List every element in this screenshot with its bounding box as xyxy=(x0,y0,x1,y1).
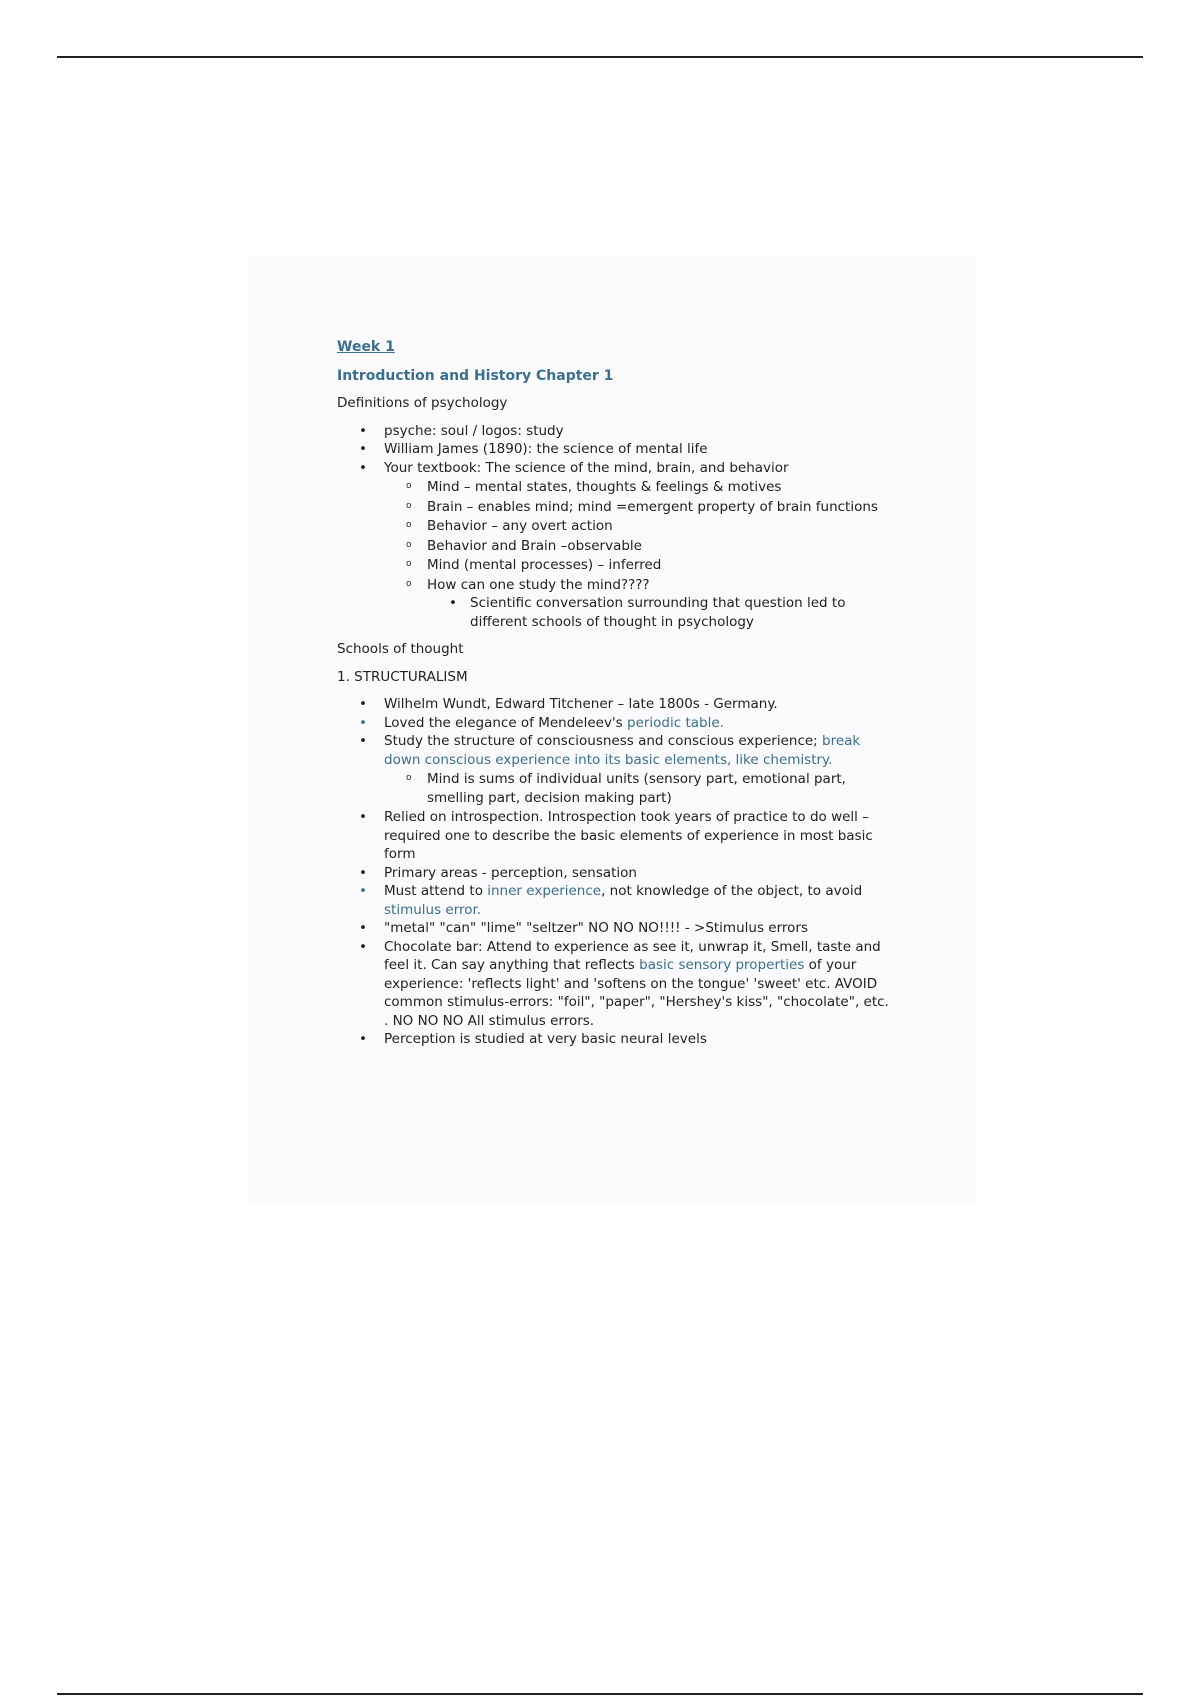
structuralism-title: 1. STRUCTURALISM xyxy=(337,668,468,685)
list-item: • psyche: soul / logos: study xyxy=(337,422,897,441)
list-item: • Wilhelm Wundt, Edward Titchener – late 1800s - Germany. xyxy=(337,695,897,714)
list-item: • Relied on introspection. Introspection took years of practice to do well –required one to describe the basic elements of experience in most basic form xyxy=(337,808,897,864)
list-item xyxy=(337,459,897,632)
definitions-list xyxy=(337,422,897,632)
highlight-text: basic sensory properties xyxy=(639,957,805,973)
sub-item xyxy=(384,576,897,632)
sub-item: o Brain – enables mind; mind =emergent property of brain functions xyxy=(384,498,897,517)
highlight-text: break down conscious experience into its basic elements, like chemistry. xyxy=(384,733,861,768)
list-item xyxy=(337,882,897,919)
sub-item: o Behavior and Brain –observable xyxy=(384,537,897,556)
structuralism-sublist xyxy=(384,770,897,807)
text: Loved the elegance of Mendeleev's xyxy=(384,714,627,731)
list-item xyxy=(337,714,897,733)
definitions-sublist xyxy=(384,478,897,631)
text: Must attend to xyxy=(384,883,488,899)
list-item: • Perception is studied at very basic neural levels xyxy=(337,1030,897,1049)
list-item-text: Your textbook: The science of the mind, brain, and behavior xyxy=(384,459,789,476)
list-item xyxy=(337,938,897,1031)
highlight-text: stimulus error. xyxy=(384,901,482,918)
top-rule xyxy=(57,56,1143,58)
document-content xyxy=(337,338,897,1049)
highlight-text: inner experience xyxy=(487,883,602,899)
text: of your experience: 'reflects light' and 'softens on the tongue' 'sweet' etc. AVOID common stimulus-errors: "foil", "paper", "Hershey's kiss", "chocolate", etc. . NO NO NO All stimulus errors. xyxy=(384,957,889,1029)
subsub-item: • Scientific conversation surrounding that question led to different schools of thought in psychology xyxy=(427,594,897,631)
chapter-heading: Introduction and History Chapter 1 xyxy=(337,367,614,384)
text: Study the structure of consciousness and conscious experience; xyxy=(384,733,823,749)
sub-item: o Mind (mental processes) – inferred xyxy=(384,556,897,575)
sub-item: o Mind is sums of individual units (sensory part, emotional part, smelling part, decision making part) xyxy=(384,770,897,807)
bottom-rule xyxy=(57,1693,1143,1695)
schools-title: Schools of thought xyxy=(337,641,464,657)
highlight-text: periodic table. xyxy=(627,714,724,731)
list-item: • "metal" "can" "lime" "seltzer" NO NO NO!!!! - >Stimulus errors xyxy=(337,919,897,938)
list-item: • Primary areas - perception, sensation xyxy=(337,864,897,883)
text: , not knowledge of the object, to avoid xyxy=(601,883,863,899)
sub-item: o Mind – mental states, thoughts & feelings & motives xyxy=(384,478,897,497)
list-item: • William James (1890): the science of mental life xyxy=(337,440,897,459)
structuralism-list xyxy=(337,695,897,1049)
list-item xyxy=(337,732,897,807)
definitions-title: Definitions of psychology xyxy=(337,395,508,411)
definitions-subsublist xyxy=(427,594,897,631)
week-title: Week 1 xyxy=(337,339,395,355)
sub-item-text: How can one study the mind???? xyxy=(427,576,650,593)
text: Chocolate bar: Attend to experience as see it, unwrap it, Smell, taste and feel it. Can say anything that reflects xyxy=(384,938,881,973)
sub-item: o Behavior – any overt action xyxy=(384,517,897,536)
